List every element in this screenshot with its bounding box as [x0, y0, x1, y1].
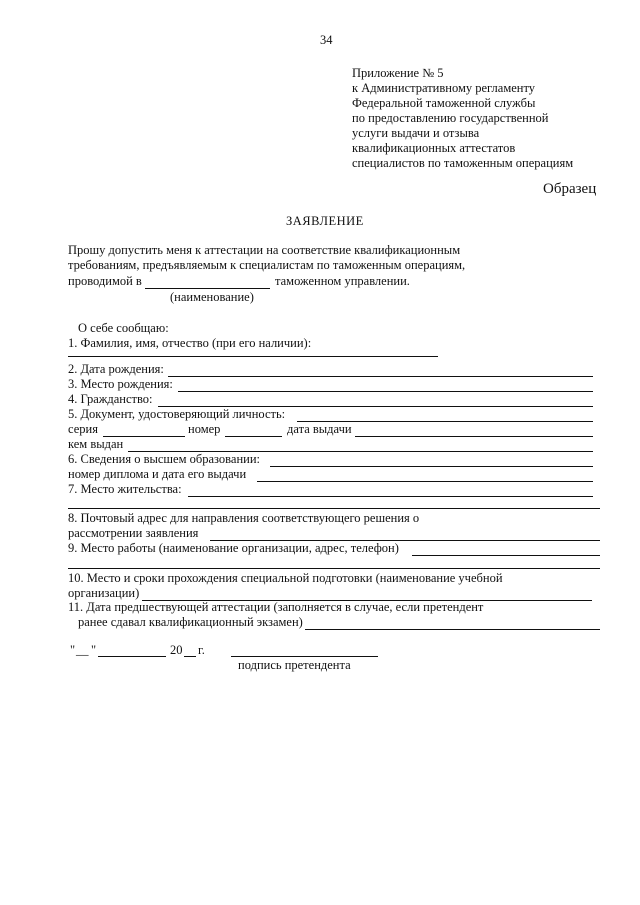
intro-caption: (наименование)	[170, 290, 254, 304]
date-month-field[interactable]	[98, 656, 166, 657]
year-prefix: 20	[170, 643, 183, 657]
diploma-field[interactable]	[257, 481, 593, 482]
field-5-series-label: серия	[68, 422, 98, 436]
appendix-line: услуги выдачи и отзыва	[352, 126, 480, 140]
field-10-label-b: организации)	[68, 586, 140, 600]
field-5-number-label: номер	[188, 422, 221, 436]
field-5-issued-label: кем выдан	[68, 437, 124, 451]
issue-date-field[interactable]	[355, 436, 593, 437]
workplace-field-continued[interactable]	[68, 568, 600, 569]
intro-line-3b: таможенном управлении.	[275, 274, 410, 288]
full-name-field[interactable]	[68, 356, 438, 357]
field-3-label: 3. Место рождения:	[68, 377, 173, 391]
workplace-field[interactable]	[412, 555, 600, 556]
appendix-line: к Административному регламенту	[352, 81, 536, 95]
field-11-label-b: ранее сдавал квалификационный экзамен)	[78, 615, 303, 629]
appendix-line: квалификационных аттестатов	[352, 141, 516, 155]
prior-attestation-field[interactable]	[305, 629, 600, 630]
date-day[interactable]: __	[76, 643, 89, 657]
field-5-date-label: дата выдачи	[287, 422, 352, 436]
birth-place-field[interactable]	[178, 391, 593, 392]
field-9-label: 9. Место работы (наименование организации, адрес, телефон)	[68, 541, 399, 555]
number-field[interactable]	[225, 436, 282, 437]
residence-field[interactable]	[188, 496, 593, 497]
signature-field[interactable]	[231, 656, 378, 657]
page-number: 34	[320, 33, 333, 47]
signature-caption: подпись претендента	[238, 658, 351, 672]
field-11-label-a: 11. Дата предшествующей аттестации (заполняется в случае, если претендент	[68, 600, 484, 614]
year-field[interactable]	[184, 656, 196, 657]
intro-line-3a: проводимой в	[68, 274, 142, 288]
date-quote-open: "	[70, 643, 76, 657]
field-8-label-b: рассмотрении заявления	[68, 526, 199, 540]
appendix-line: Приложение № 5	[352, 66, 444, 80]
intro-line-1: Прошу допустить меня к аттестации на соответствие квалификационным	[68, 243, 461, 257]
intro-line-2: требованиям, предъявляемым к специалистам по таможенным операциям,	[68, 258, 466, 272]
education-field[interactable]	[270, 466, 593, 467]
field-7-label: 7. Место жительства:	[68, 482, 182, 496]
sample-label: Образец	[543, 181, 597, 197]
field-1-label: 1. Фамилия, имя, отчество (при его наличии):	[68, 336, 312, 350]
appendix-line: по предоставлению государственной	[352, 111, 549, 125]
field-6-label: 6. Сведения о высшем образовании:	[68, 452, 260, 466]
field-10-label-a: 10. Место и сроки прохождения специальной подготовки (наименование учебной	[68, 571, 503, 585]
document-title: ЗАЯВЛЕНИЕ	[286, 214, 364, 228]
about-heading: О себе сообщаю:	[78, 321, 169, 335]
field-5-label: 5. Документ, удостоверяющий личность:	[68, 407, 286, 421]
appendix-line: специалистов по таможенным операциям	[352, 156, 574, 170]
year-suffix: г.	[198, 643, 205, 657]
appendix-line: Федеральной таможенной службы	[352, 96, 536, 110]
residence-field-continued[interactable]	[68, 508, 600, 509]
field-2-label: 2. Дата рождения:	[68, 362, 164, 376]
birth-date-field[interactable]	[168, 376, 593, 377]
field-6-diploma-label: номер диплома и дата его выдачи	[68, 467, 247, 481]
date-quote-close: "	[91, 643, 97, 657]
field-4-label: 4. Гражданство:	[68, 392, 153, 406]
customs-office-field[interactable]	[145, 288, 270, 289]
field-8-label-a: 8. Почтовый адрес для направления соответствующего решения о	[68, 511, 420, 525]
